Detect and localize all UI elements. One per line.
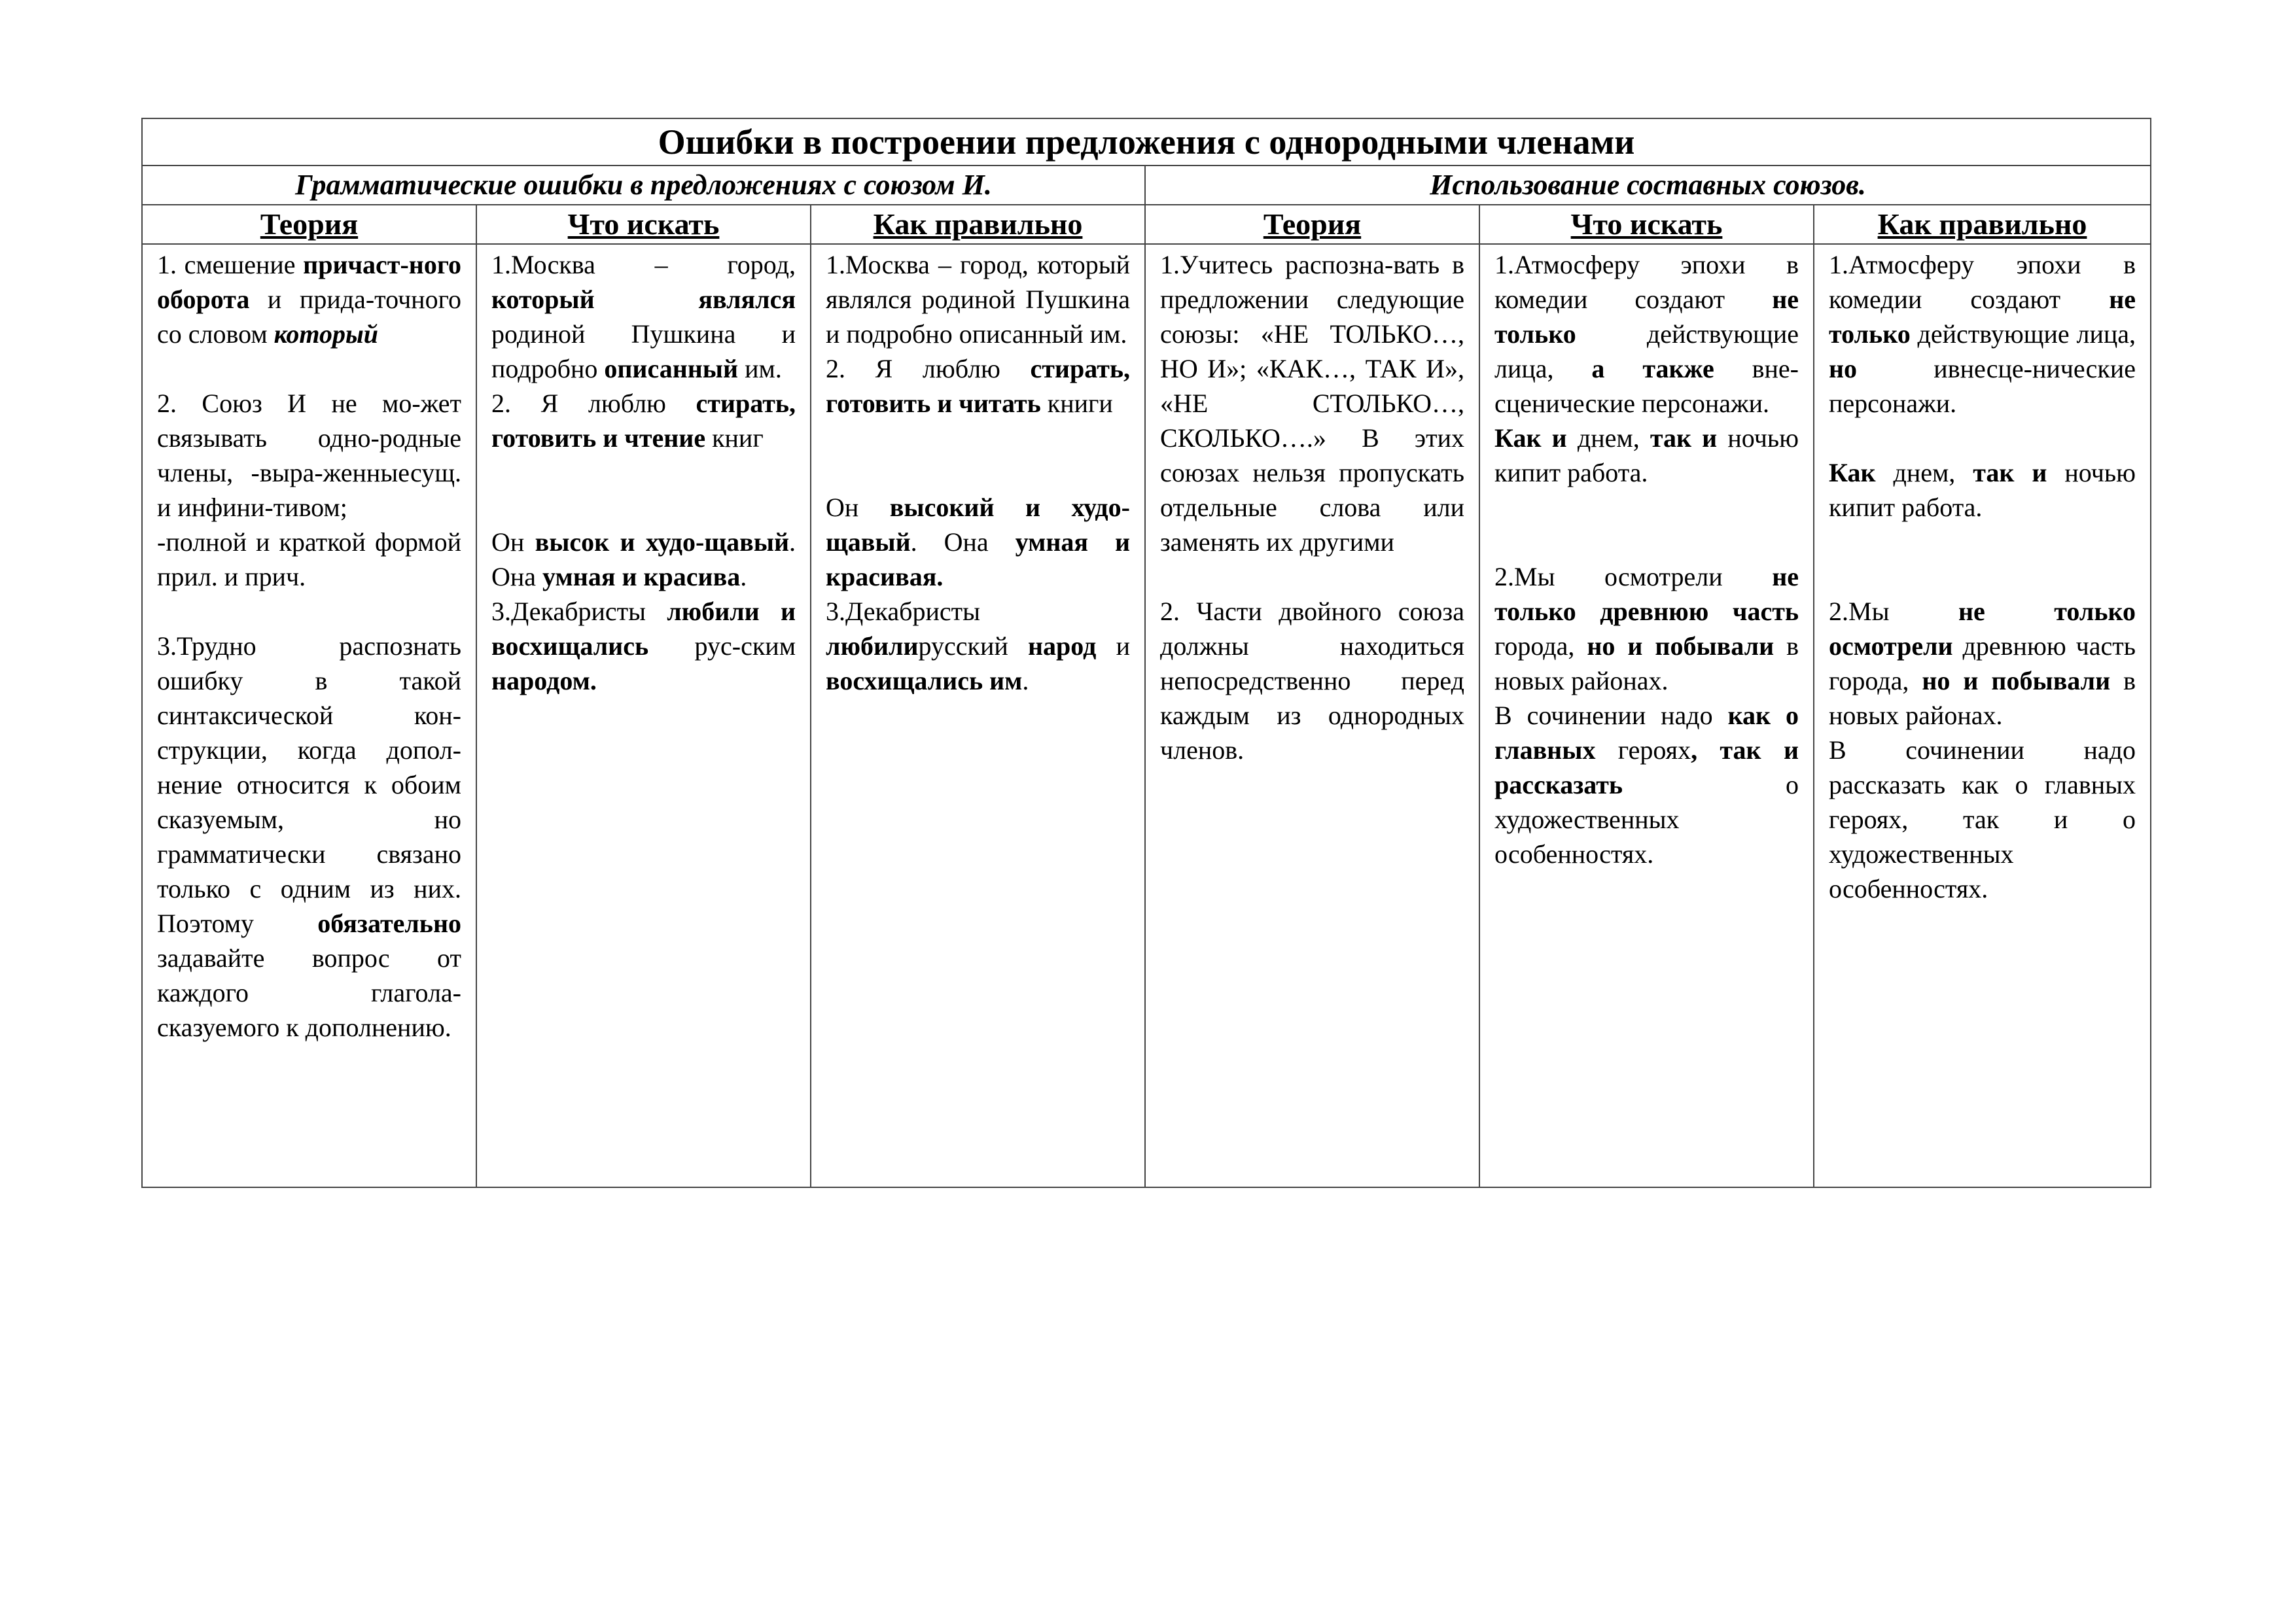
cell-theory-1: [142, 244, 476, 1187]
cell-paragraph: [1829, 594, 2136, 733]
text-run: любили и восхищались: [491, 597, 796, 661]
table-title: Ошибки в построении предложения с однородными членами: [142, 118, 2151, 166]
text-run: 2.Мы осмотрели: [1494, 562, 1773, 591]
text-run: 2. Я люблю: [826, 354, 1031, 383]
cell-paragraph: [826, 594, 1130, 698]
text-run: 1. смешение: [157, 250, 304, 279]
cell-paragraph: [491, 525, 796, 594]
cell-paragraph: [1829, 247, 2136, 421]
text-run: 3.Трудно распознать ошибку в такой синтаксической кон-струкции, когда допол-нение относится к обоим сказуемым, но грамматически связано только с одним из них. Поэтому: [157, 631, 461, 938]
text-run: ночью кипит работа.: [1494, 423, 1799, 487]
cell-paragraph: [491, 247, 796, 386]
text-run: днем,: [1875, 458, 1973, 487]
text-run: высокий и худо-щавый: [826, 493, 1130, 557]
text-run: умная и красивая.: [826, 527, 1131, 591]
cell-paragraph: [1494, 247, 1799, 421]
text-run: действующие лица,: [1494, 319, 1799, 383]
text-run: народом.: [491, 666, 597, 695]
text-run: не только осмотрели: [1829, 597, 2136, 661]
column-header-theory-2: Теория: [1145, 205, 1479, 244]
section-header-compound-conjunctions: Использование составных союзов.: [1145, 166, 2151, 205]
column-header-theory-1: Теория: [142, 205, 476, 244]
text-run: так и: [1973, 458, 2047, 487]
text-run: 2. Части двойного союза должны находиться непосредственно перед каждым из однородных членов.: [1160, 597, 1464, 765]
text-run: умная и красива: [542, 562, 741, 591]
column-header-correct-form-2: Как правильно: [1814, 205, 2151, 244]
text-run: В сочинении надо: [1494, 701, 1728, 730]
cell-paragraph: [1829, 455, 2136, 525]
text-run: причаст-ного оборота: [157, 250, 461, 314]
text-run: в новых районах.: [1829, 666, 2136, 730]
text-run: -полной и краткой формой прил. и прич.: [157, 527, 461, 591]
text-run: так и: [1650, 423, 1718, 453]
text-run: книги: [1040, 389, 1113, 418]
text-run: не только: [1829, 285, 2136, 349]
text-run: не только древнюю часть: [1494, 562, 1799, 626]
cell-paragraph: [1160, 247, 1464, 559]
text-run: Он: [491, 527, 535, 557]
text-run: Он: [826, 493, 890, 522]
text-run: В сочинении надо рассказать как о главных героях, так и о художественных особенностях.: [1829, 735, 2136, 903]
text-run: Как и: [1494, 423, 1567, 453]
text-run: 3.Декабристы: [826, 597, 980, 626]
text-run: Как: [1829, 458, 1876, 487]
text-run: 1.Атмосферу эпохи в комедии создают: [1829, 250, 2136, 314]
cell-correct-form-2: [1814, 244, 2151, 1187]
text-run: 2. Союз И не мо-жет связывать одно-родные члены, -выра-женныесущ. и инфини-тивом;: [157, 389, 461, 522]
text-run: . Она: [491, 527, 796, 591]
cell-paragraph: [491, 594, 796, 698]
cell-what-to-look-for-2: [1479, 244, 1814, 1187]
text-run: 1.Учитесь распозна-вать в предложении следующие союзы: «НЕ ТОЛЬКО…, НО И»; «КАК…, ТАК И», «НЕ СТОЛЬКО…, СКОЛЬКО….» В этих союзах нельзя пропускать отдельные слова или заменять их другими: [1160, 250, 1464, 557]
text-run: родиной Пушкина и подробно: [491, 319, 796, 383]
text-run: который являлся: [491, 285, 796, 314]
text-run: вне-сценические персонажи.: [1494, 354, 1799, 418]
text-run: действующие лица,: [1910, 319, 2136, 349]
errors-table: [141, 118, 2151, 1188]
cell-paragraph: [157, 525, 461, 594]
column-header-what-to-look-for-1: Что искать: [476, 205, 811, 244]
cell-paragraph: [1829, 733, 2136, 906]
text-run: ночью кипит работа.: [1829, 458, 2136, 522]
text-run: но: [1829, 354, 1858, 383]
text-run: но и побывали: [1922, 666, 2111, 695]
text-run: русский: [918, 631, 1028, 661]
text-run: 2. Я люблю: [491, 389, 696, 418]
cell-theory-2: [1145, 244, 1479, 1187]
text-run: и: [1096, 631, 1130, 661]
cell-paragraph: [826, 351, 1130, 421]
text-run: .: [1022, 666, 1029, 695]
text-run: стирать, готовить и читать: [826, 354, 1130, 418]
text-run: книг: [705, 423, 764, 453]
text-run: героях: [1595, 735, 1691, 765]
text-run: древнюю часть города,: [1829, 631, 2136, 695]
text-run: им.: [738, 354, 782, 383]
text-run: описанный: [604, 354, 739, 383]
section-header-grammar-errors: Грамматические ошибки в предложениях с союзом И.: [142, 166, 1145, 205]
text-run: 3.Декабристы: [491, 597, 667, 626]
cell-correct-form-1: [811, 244, 1145, 1187]
text-run: ивнесце-нические персонажи.: [1829, 354, 2136, 418]
text-run: . Она: [910, 527, 1016, 557]
text-run: 1.Москва – город,: [491, 250, 796, 279]
text-run: высок и худо-щавый: [535, 527, 790, 557]
text-run: 1.Москва – город, который являлся родиной Пушкина и подробно описанный им.: [826, 250, 1130, 349]
cell-what-to-look-for-1: [476, 244, 811, 1187]
text-run: обязательно: [317, 909, 461, 938]
text-run: задавайте вопрос от каждого глагола-сказуемого к дополнению.: [157, 943, 461, 1042]
text-run: народ: [1028, 631, 1097, 661]
text-run: 2.Мы: [1829, 597, 1958, 626]
cell-paragraph: [157, 247, 461, 351]
cell-paragraph: [1494, 559, 1799, 698]
text-run: но и побывали: [1587, 631, 1775, 661]
column-header-correct-form-1: Как правильно: [811, 205, 1145, 244]
text-run: днем,: [1566, 423, 1650, 453]
text-run: любили: [826, 631, 919, 661]
cell-paragraph: [1494, 698, 1799, 871]
text-run: о художественных особенностях.: [1494, 770, 1799, 869]
text-run: рус-ским: [648, 631, 796, 661]
text-run: .: [740, 562, 747, 591]
text-run: города,: [1494, 631, 1587, 661]
text-run: и прида-точного со словом: [157, 285, 461, 349]
text-run: в новых районах.: [1494, 631, 1799, 695]
text-run: не только: [1494, 285, 1799, 349]
text-run: который: [274, 319, 378, 349]
cell-paragraph: [157, 629, 461, 1045]
cell-paragraph: [1160, 594, 1464, 767]
cell-paragraph: [157, 386, 461, 525]
text-run: стирать, готовить и чтение: [491, 389, 796, 453]
cell-paragraph: [826, 490, 1130, 594]
text-run: восхищались им: [826, 666, 1023, 695]
column-header-what-to-look-for-2: Что искать: [1479, 205, 1814, 244]
cell-paragraph: [1494, 421, 1799, 490]
cell-paragraph: [491, 386, 796, 455]
cell-paragraph: [826, 247, 1130, 351]
text-run: как о главных: [1494, 701, 1799, 765]
text-run: 1.Атмосферу эпохи в комедии создают: [1494, 250, 1799, 314]
text-run: , так и рассказать: [1494, 735, 1799, 799]
text-run: а также: [1591, 354, 1714, 383]
